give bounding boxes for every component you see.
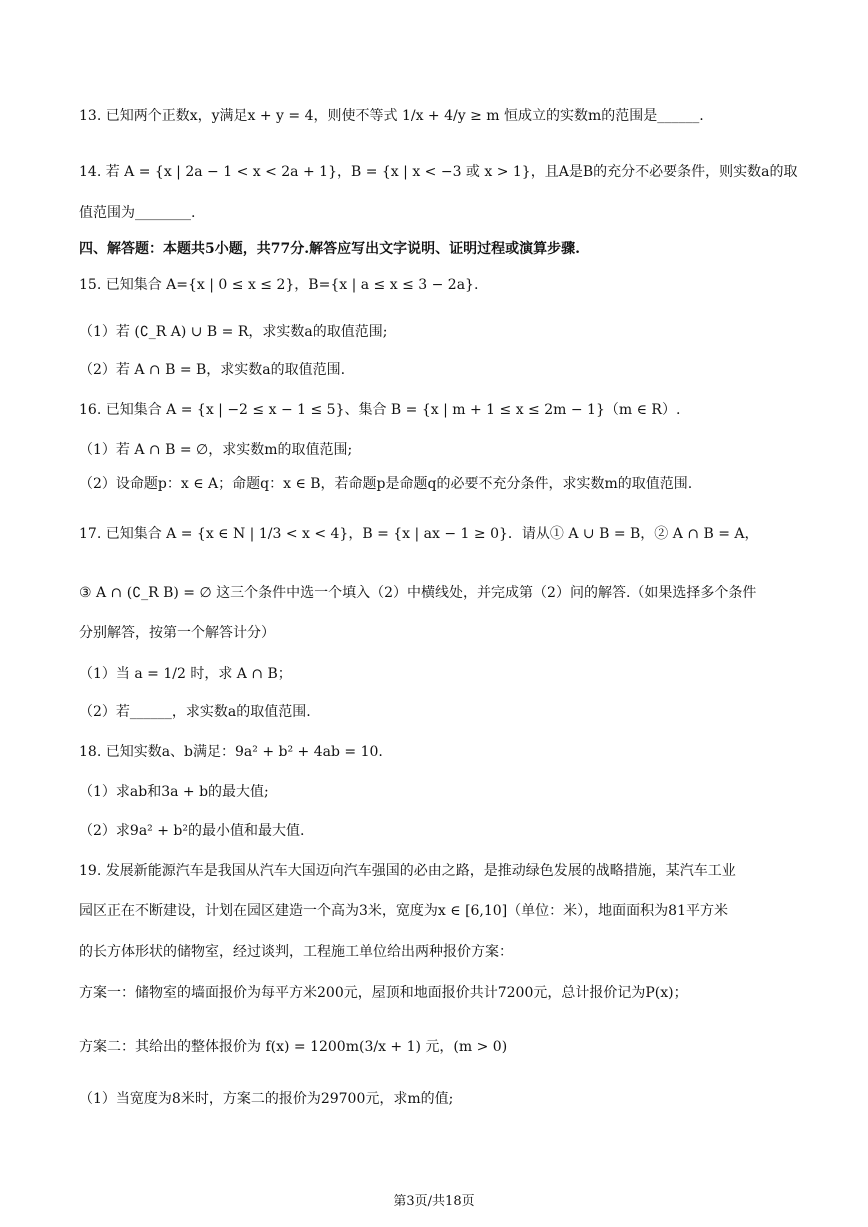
problem-18-part-2: （2）求9a² + b²的最小值和最大值. xyxy=(79,823,305,839)
problem-19-plan-1: 方案一：储物室的墙面报价为每平方米200元，屋顶和地面报价共计7200元，总计报价记为P(x)； xyxy=(79,985,688,1001)
problem-14-line-2: 值范围为________. xyxy=(79,205,196,221)
problem-14-line-1: 14. 若 A = {x | 2a − 1 < x < 2a + 1}，B = {x | x < −3 或 x > 1}，且A是B的充分不必要条件，则实数a的取 xyxy=(79,164,798,180)
problem-13: 13. 已知两个正数x，y满足x + y = 4，则使不等式 1/x + 4/y ≥ m 恒成立的实数m的范围是______. xyxy=(79,108,704,124)
problem-15-part-2: （2）若 A ∩ B = B，求实数a的取值范围. xyxy=(79,362,346,378)
problem-17-line-1: 17. 已知集合 A = {x ∈ N | 1/3 < x < 4}，B = {x | ax − 1 ≥ 0}．请从① A ∪ B = B，② A ∩ B = A， xyxy=(79,526,759,542)
problem-15: 15. 已知集合 A={x | 0 ≤ x ≤ 2}，B={x | a ≤ x ≤ 3 − 2a}. xyxy=(79,277,479,293)
problem-16: 16. 已知集合 A = {x | −2 ≤ x − 1 ≤ 5}、集合 B = {x | m + 1 ≤ x ≤ 2m − 1}（m ∈ R）. xyxy=(79,402,681,418)
problem-18: 18. 已知实数a、b满足：9a² + b² + 4ab = 10. xyxy=(79,744,383,760)
page-footer: 第3页/共18页 xyxy=(393,1194,475,1209)
problem-15-part-1: （1）若 (∁_R A) ∪ B = R，求实数a的取值范围; xyxy=(79,324,388,340)
problem-19-plan-2: 方案二：其给出的整体报价为 f(x) = 1200m(3/x + 1) 元，(m > 0) xyxy=(79,1039,508,1055)
problem-17-part-1: （1）当 a = 1/2 时，求 A ∩ B； xyxy=(79,666,292,682)
problem-16-part-2: （2）设命题p：x ∈ A；命题q：x ∈ B，若命题p是命题q的必要不充分条件，求实数m的取值范围. xyxy=(79,476,693,492)
problem-16-part-1: （1）若 A ∩ B = ∅，求实数m的取值范围; xyxy=(79,442,353,458)
problem-19-line-1: 19. 发展新能源汽车是我国从汽车大国迈向汽车强国的必由之路，是推动绿色发展的战略措施，某汽车工业 xyxy=(79,863,736,879)
section-heading: 四、解答题：本题共5小题，共77分.解答应写出文字说明、证明过程或演算步骤. xyxy=(79,241,580,257)
problem-17-part-2: （2）若______，求实数a的取值范围. xyxy=(79,704,311,720)
problem-17-line-3: 分别解答，按第一个解答计分） xyxy=(79,625,275,641)
problem-18-part-1: （1）求ab和3a + b的最大值; xyxy=(79,784,269,800)
problem-19-part-1: （1）当宽度为8米时，方案二的报价为29700元，求m的值; xyxy=(79,1091,454,1107)
problem-19-line-2: 园区正在不断建设，计划在园区建造一个高为3米，宽度为x ∈ [6,10]（单位：米），地面面积为81平方米 xyxy=(79,903,728,919)
problem-17-line-2: ③ A ∩ (∁_R B) = ∅ 这三个条件中选一个填入（2）中横线处，并完成第（2）问的解答.（如果选择多个条件 xyxy=(79,585,757,601)
problem-19-line-3: 的长方体形状的储物室，经过谈判，工程施工单位给出两种报价方案： xyxy=(79,944,513,960)
